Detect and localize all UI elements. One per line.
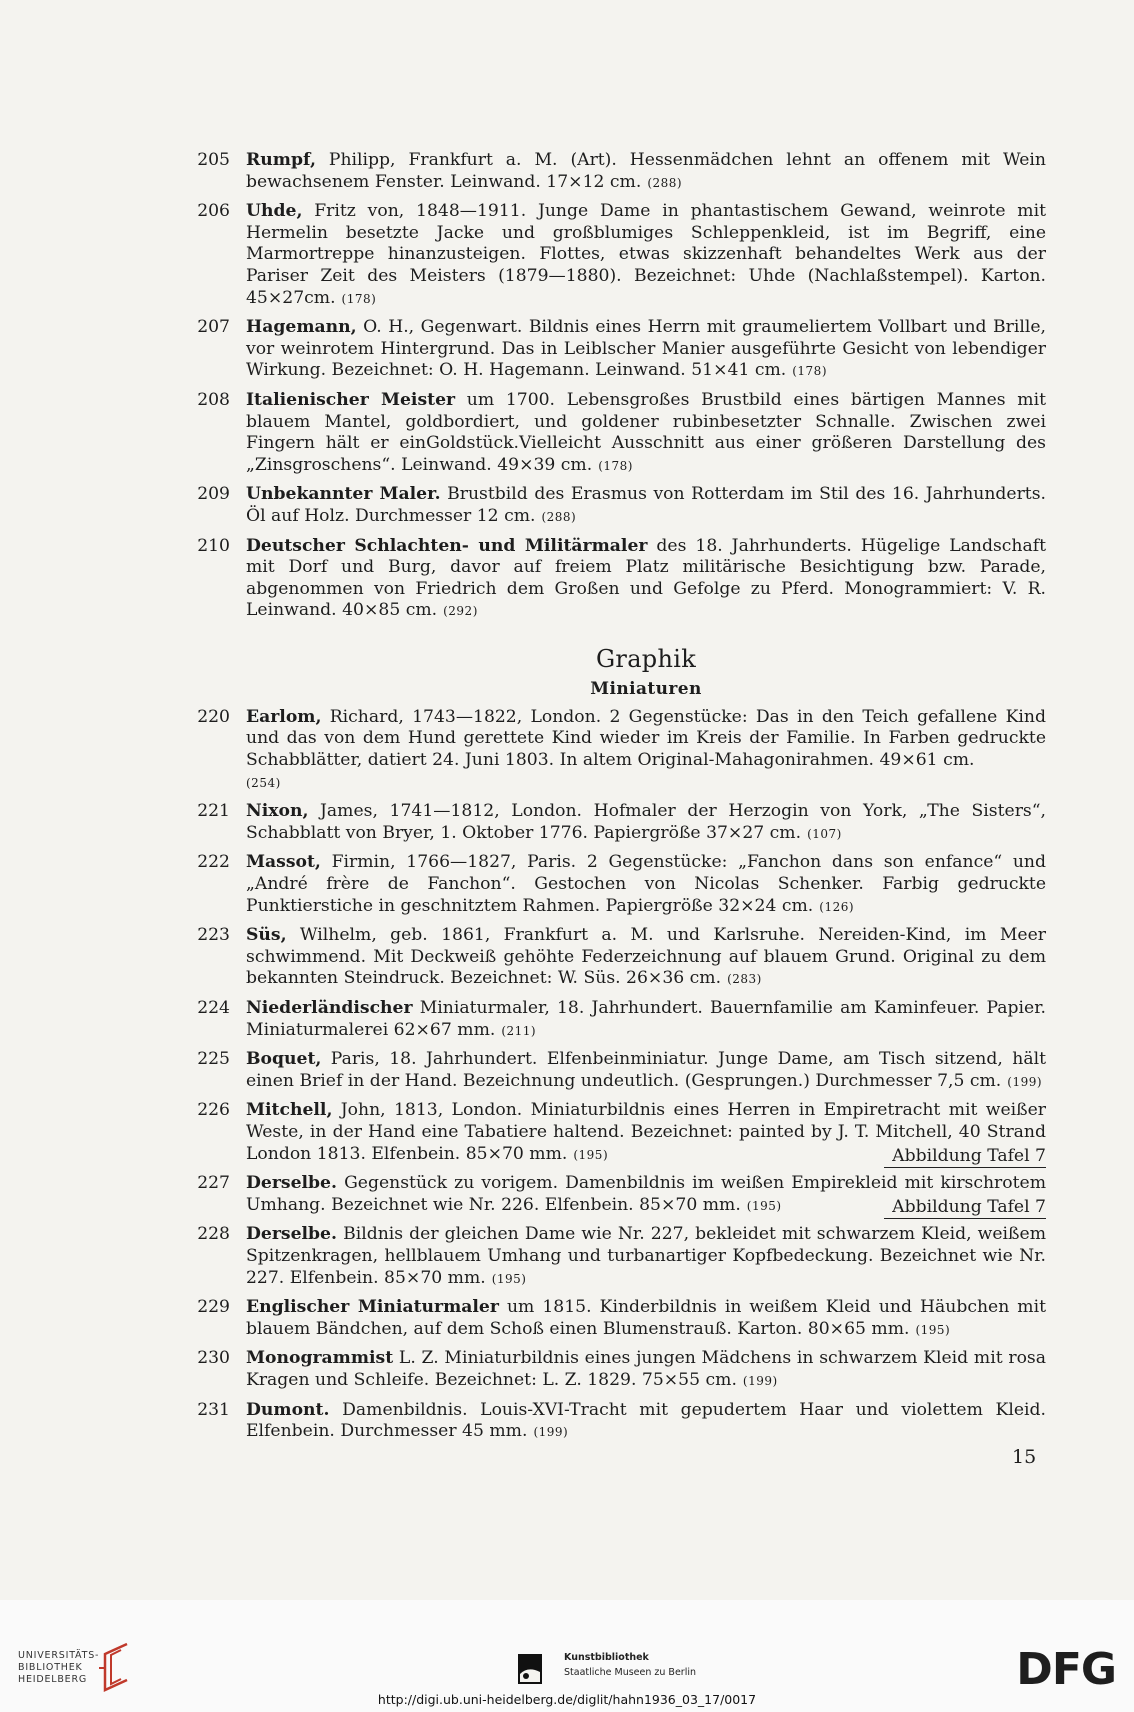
entry-number: 206	[197, 201, 230, 222]
entry-reference: (283)	[727, 972, 762, 987]
entry-artist: Uhde,	[246, 201, 303, 222]
catalog-entry-208	[196, 390, 1046, 477]
kunstbibliothek-text	[564, 1650, 696, 1680]
entry-reference: (288)	[541, 509, 577, 524]
entry-description: L. Z. Miniaturbildnis eines jungen Mädchens in schwarzem Kleid mit rosa Kragen und Schleife. Bezeichnet: L. Z. 1829. 75×55 cm.	[246, 1348, 1046, 1390]
catalog-entry-230	[196, 1348, 1046, 1392]
entry-artist: Unbekannter Maler.	[246, 484, 441, 505]
entry-number: 231	[197, 1399, 230, 1420]
entry-number: 222	[197, 852, 230, 873]
entry-reference: (254)	[246, 775, 281, 790]
catalog-entry-224	[196, 998, 1046, 1042]
entry-number: 205	[197, 150, 230, 170]
entry-reference: (195)	[573, 1147, 609, 1162]
entry-reference: (199)	[742, 1373, 778, 1388]
entry-description: um 1700. Lebensgroßes Brustbild eines bärtigen Mannes mit blauem Mantel, goldbordiert, und goldener rubinbesetzter Schnalle. Zwischen zwei Fingern hält er einGoldstück.Vielleicht Ausschnitt aus einer größeren Darstellung des „Zinsgroschens“. Leinwand. 49×39 cm.	[246, 389, 1046, 475]
ub-logo-line: BIBLIOTHEK	[18, 1662, 83, 1673]
entry-description: Fritz von, 1848—1911. Junge Dame in phantastischem Gewand, weinrote mit Hermelin besetzte Jacke und großblumiges Schleppenkleid, ist im Begriff, eine Marmortreppe hinanzusteigen. Flottes, etwas skizzenhaft behandeltes Werk aus der Pariser Zeit des Meisters (1879—1880). Bezeichnet: Uhde (Nachlaßstempel). Karton. 45×27cm.	[246, 201, 1046, 308]
catalog-entry-222	[196, 852, 1046, 918]
entry-artist: Deutscher Schlachten- und Militärmaler	[246, 535, 648, 556]
entry-reference: (178)	[792, 364, 828, 379]
entry-reference: (199)	[533, 1425, 569, 1440]
entry-description: Firmin, 1766—1827, Paris. 2 Gegenstücke: „Fanchon dans son enfance“ und „André frère de Fanchon“. Gestochen von Nicolas Schenker. Farbig gedruckte Punktierstiche in geschnitztem Rahmen. Papiergröße 32×24 cm.	[246, 852, 1046, 916]
entry-artist: Rumpf,	[246, 150, 316, 170]
ub-logo-line: HEIDELBERG	[18, 1674, 88, 1685]
entry-description: John, 1813, London. Miniaturbildnis eines Herren in Empiretracht mit weißer Weste, in der Hand eine Tabatiere haltend. Bezeichnet: painted by J. T. Mitchell, 40 Strand London 1813. Elfenbein. 85×70 mm.	[246, 1100, 1046, 1164]
entry-number: 229	[197, 1297, 230, 1318]
catalog-entry-227	[196, 1173, 1046, 1217]
entry-description: Philipp, Frankfurt a. M. (Art). Hessenmädchen lehnt an offenem mit Wein bewachsenem Fenster. Leinwand. 17×12 cm.	[246, 150, 1046, 192]
entry-artist: Niederländischer	[246, 998, 413, 1018]
entry-number: 210	[197, 535, 230, 556]
entry-reference: (126)	[819, 899, 855, 914]
entry-description: James, 1741—1812, London. Hofmaler der Herzogin von York, „The Sisters“, Schabblatt von Bryer, 1. Oktober 1776. Papiergröße 37×27 cm.	[246, 801, 1046, 843]
entry-reference: (178)	[598, 458, 633, 473]
entry-reference: (195)	[746, 1198, 782, 1213]
kb-subtitle: Staatliche Museen zu Berlin	[564, 1667, 697, 1678]
page-number: 15	[1012, 1446, 1037, 1468]
entries-column	[196, 150, 1046, 1451]
entry-reference: (199)	[1007, 1074, 1043, 1089]
entry-description: um 1815. Kinderbildnis in weißem Kleid und Häubchen mit blauem Bändchen, auf dem Schoß einen Blumenstrauß. Karton. 80×65 mm.	[246, 1297, 1046, 1339]
plate-reference: Abbildung Tafel 7	[884, 1146, 1046, 1169]
catalog-entry-205	[196, 150, 1046, 194]
entry-reference: (292)	[443, 604, 478, 619]
kunstbibliothek-logo-icon[interactable]	[516, 1652, 544, 1686]
catalog-entry-220	[196, 707, 1046, 794]
entry-number: 230	[197, 1348, 230, 1369]
entry-number: 224	[197, 998, 230, 1018]
entry-number: 220	[197, 706, 230, 727]
entry-description: Bildnis der gleichen Dame wie Nr. 227, bekleidet mit schwarzem Kleid, weißem Spitzenkragen, hellblauem Umhang und turbanartiger Kopfbedeckung. Bezeichnet wie Nr. 227. Elfenbein. 85×70 mm.	[246, 1224, 1046, 1288]
entry-reference: (195)	[915, 1322, 951, 1337]
entry-artist: Nixon,	[246, 801, 309, 822]
entry-reference: (288)	[647, 175, 683, 190]
plate-reference: Abbildung Tafel 7	[884, 1197, 1046, 1220]
digitization-footer	[0, 1600, 1134, 1712]
entry-description: Paris, 18. Jahrhundert. Elfenbeinminiatur. Junge Dame, am Tisch sitzend, hält einen Brief in der Hand. Bezeichnung undeutlich. (Gesprungen.) Durchmesser 7,5 cm.	[246, 1049, 1046, 1091]
catalog-entry-223	[196, 925, 1046, 991]
catalog-entry-206	[196, 201, 1046, 310]
entry-reference: (178)	[341, 291, 377, 306]
catalog-entry-221	[196, 801, 1046, 845]
entry-number: 228	[197, 1224, 230, 1245]
entry-artist: Monogrammist	[246, 1348, 394, 1369]
university-library-emblem-icon	[97, 1640, 137, 1696]
entry-description: Damenbildnis. Louis-XVI-Tracht mit gepudertem Haar und violettem Kleid. Elfenbein. Durchmesser 45 mm.	[246, 1399, 1046, 1442]
entry-description: Richard, 1743—1822, London. 2 Gegenstücke: Das in den Teich gefallene Kind und das von dem Hund gerettete Kind wieder im Kreis der Familie. In Farben gedruckte Schabblätter, datiert 24. Juni 1803. In altem Original-Mahagonirahmen. 49×61 cm.	[246, 706, 1046, 771]
entry-artist: Boquet,	[246, 1049, 322, 1070]
catalog-entry-210	[196, 536, 1046, 623]
entry-description: des 18. Jahrhunderts. Hügelige Landschaft mit Dorf und Burg, davor auf freiem Platz militärische Besichtigung bzw. Parade, abgenommen von Friedrich dem Großen und Gefolge zu Pferd. Monogrammiert: V. R. Leinwand. 40×85 cm.	[246, 535, 1046, 621]
entry-artist: Mitchell,	[246, 1100, 333, 1121]
entry-artist: Italienischer Meister	[246, 389, 456, 410]
permalink-url[interactable]: http://digi.ub.uni-heidelberg.de/diglit/hahn1936_03_17/0017	[377, 1692, 757, 1707]
entry-description: Miniaturmaler, 18. Jahrhundert. Bauernfamilie am Kaminfeuer. Papier. Miniaturmalerei 62×67 mm.	[246, 998, 1046, 1040]
entry-number: 207	[197, 317, 230, 338]
catalog-entry-225	[196, 1049, 1046, 1093]
entry-artist: Dumont.	[246, 1399, 330, 1420]
catalog-entry-229	[196, 1297, 1046, 1341]
section-title: Graphik	[595, 644, 697, 673]
entry-number: 225	[197, 1049, 230, 1070]
entry-number: 221	[197, 801, 230, 822]
entry-artist: Derselbe.	[246, 1224, 337, 1245]
entry-description: Gegenstück zu vorigem. Damenbildnis im weißen Empirekleid mit kirschrotem Umhang. Bezeichnet wie Nr. 226. Elfenbein. 85×70 mm.	[246, 1173, 1046, 1215]
ub-logo-line: UNIVERSITÄTS-	[18, 1650, 100, 1661]
kb-title: Kunstbibliothek	[564, 1652, 649, 1663]
entry-description: Brustbild des Erasmus von Rotterdam im Stil des 16. Jahrhunderts. Öl auf Holz. Durchmesser 12 cm.	[246, 484, 1046, 526]
entry-number: 223	[197, 925, 230, 946]
entry-artist: Englischer Miniaturmaler	[246, 1297, 499, 1318]
dfg-logo[interactable]: DFG	[1016, 1644, 1116, 1695]
entry-artist: Süs,	[246, 925, 287, 946]
entry-description: O. H., Gegenwart. Bildnis eines Herrn mit graumeliertem Vollbart und Brille, vor weinrotem Hintergrund. Das in Leiblscher Manier ausgeführte Gesicht von lebendiger Wirkung. Bezeichnet: O. H. Hagemann. Leinwand. 51×41 cm.	[246, 317, 1046, 381]
entry-artist: Massot,	[246, 852, 321, 873]
entry-artist: Hagemann,	[246, 317, 357, 338]
entry-artist: Derselbe.	[246, 1173, 337, 1194]
entry-number: 208	[197, 389, 230, 410]
catalog-entry-207	[196, 317, 1046, 383]
entry-number: 209	[197, 484, 230, 505]
catalog-entry-209	[196, 484, 1046, 528]
catalog-entry-228	[196, 1224, 1046, 1290]
catalog-entry-231	[196, 1400, 1046, 1444]
entry-reference: (107)	[807, 826, 842, 841]
entry-reference: (211)	[501, 1023, 537, 1038]
entry-description: Wilhelm, geb. 1861, Frankfurt a. M. und Karlsruhe. Nereiden-Kind, im Meer schwimmend. Mit Deckweiß gehöhte Federzeichnung auf blauem Grund. Original zu dem bekannten Steindruck. Bezeichnet: W. Süs. 26×36 cm.	[246, 925, 1046, 989]
subsection-title: Miniaturen	[590, 678, 702, 699]
entry-number: 227	[197, 1173, 230, 1194]
entry-reference: (195)	[491, 1271, 527, 1286]
entry-artist: Earlom,	[246, 706, 322, 727]
catalog-entry-226	[196, 1100, 1046, 1166]
entry-number: 226	[197, 1100, 230, 1121]
